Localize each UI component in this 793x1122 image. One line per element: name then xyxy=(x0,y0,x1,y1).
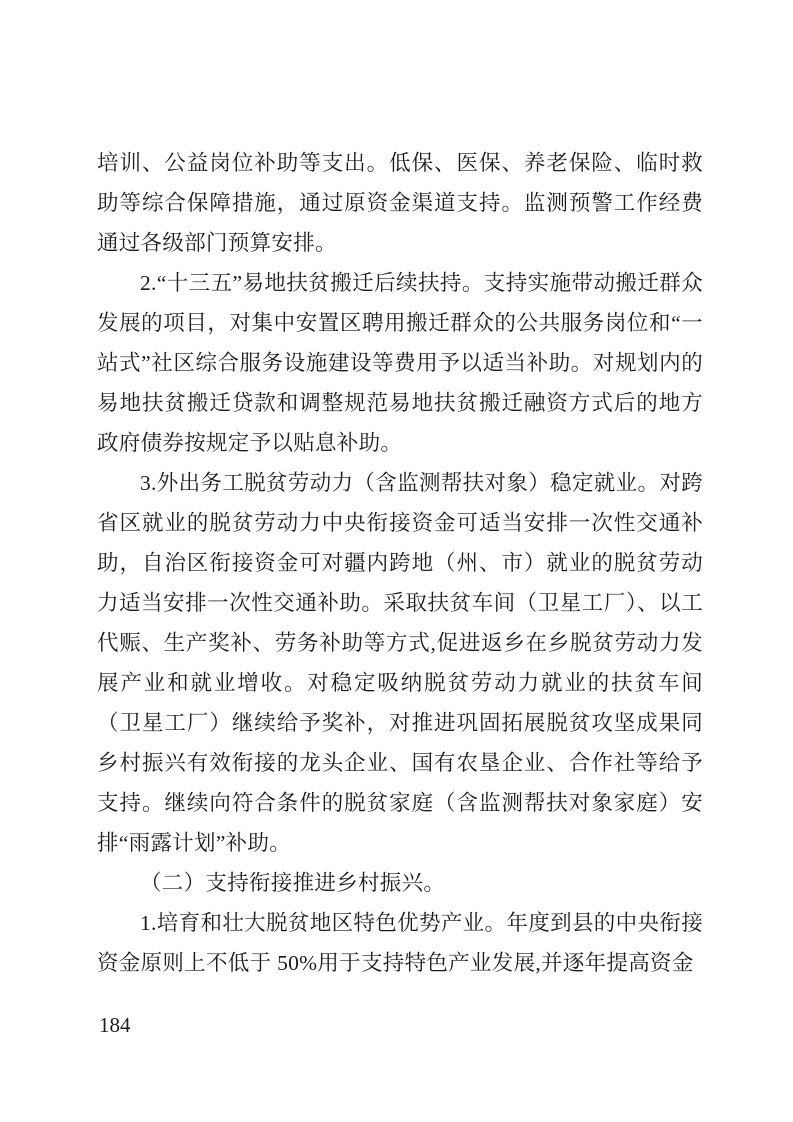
body-text xyxy=(97,143,703,983)
paragraph: 3.外出务工脱贫劳动力（含监测帮扶对象）稳定就业。对跨省区就业的脱贫劳动力中央衔接资金可适当安排一次性交通补助，自治区衔接资金可对疆内跨地（州、市）就业的脱贫劳动力适当安排一次性交通补助。采取扶贫车间（卫星工厂）、以工代赈、生产奖补、劳务补助等方式,促进返乡在乡脱贫劳动力发展产业和就业增收。对稳定吸纳脱贫劳动力就业的扶贫车间（卫星工厂）继续给予奖补，对推进巩固拓展脱贫攻坚成果同乡村振兴有效衔接的龙头企业、国有农垦企业、合作社等给予支持。继续向符合条件的脱贫家庭（含监测帮扶对象家庭）安排“雨露计划”补助。 xyxy=(97,471,703,855)
paragraph: 2.“十三五”易地扶贫搬迁后续扶持。支持实施带动搬迁群众发展的项目，对集中安置区聘用搬迁群众的公共服务岗位和“一站式”社区综合服务设施建设等费用予以适当补助。对规划内的易地扶贫搬迁贷款和调整规范易地扶贫搬迁融资方式后的地方政府债券按规定予以贴息补助。 xyxy=(97,271,703,455)
paragraph: （二）支持衔接推进乡村振兴。 xyxy=(140,871,446,895)
paragraph: 1.培育和壮大脱贫地区特色优势产业。年度到县的中央衔接资金原则上不低于 50%用于支持特色产业发展,并逐年提高资金 xyxy=(97,911,703,975)
page-number: 184 xyxy=(99,1013,131,1037)
paragraph: 培训、公益岗位补助等支出。低保、医保、养老保险、临时救助等综合保障措施，通过原资金渠道支持。监测预警工作经费通过各级部门预算安排。 xyxy=(97,151,703,255)
